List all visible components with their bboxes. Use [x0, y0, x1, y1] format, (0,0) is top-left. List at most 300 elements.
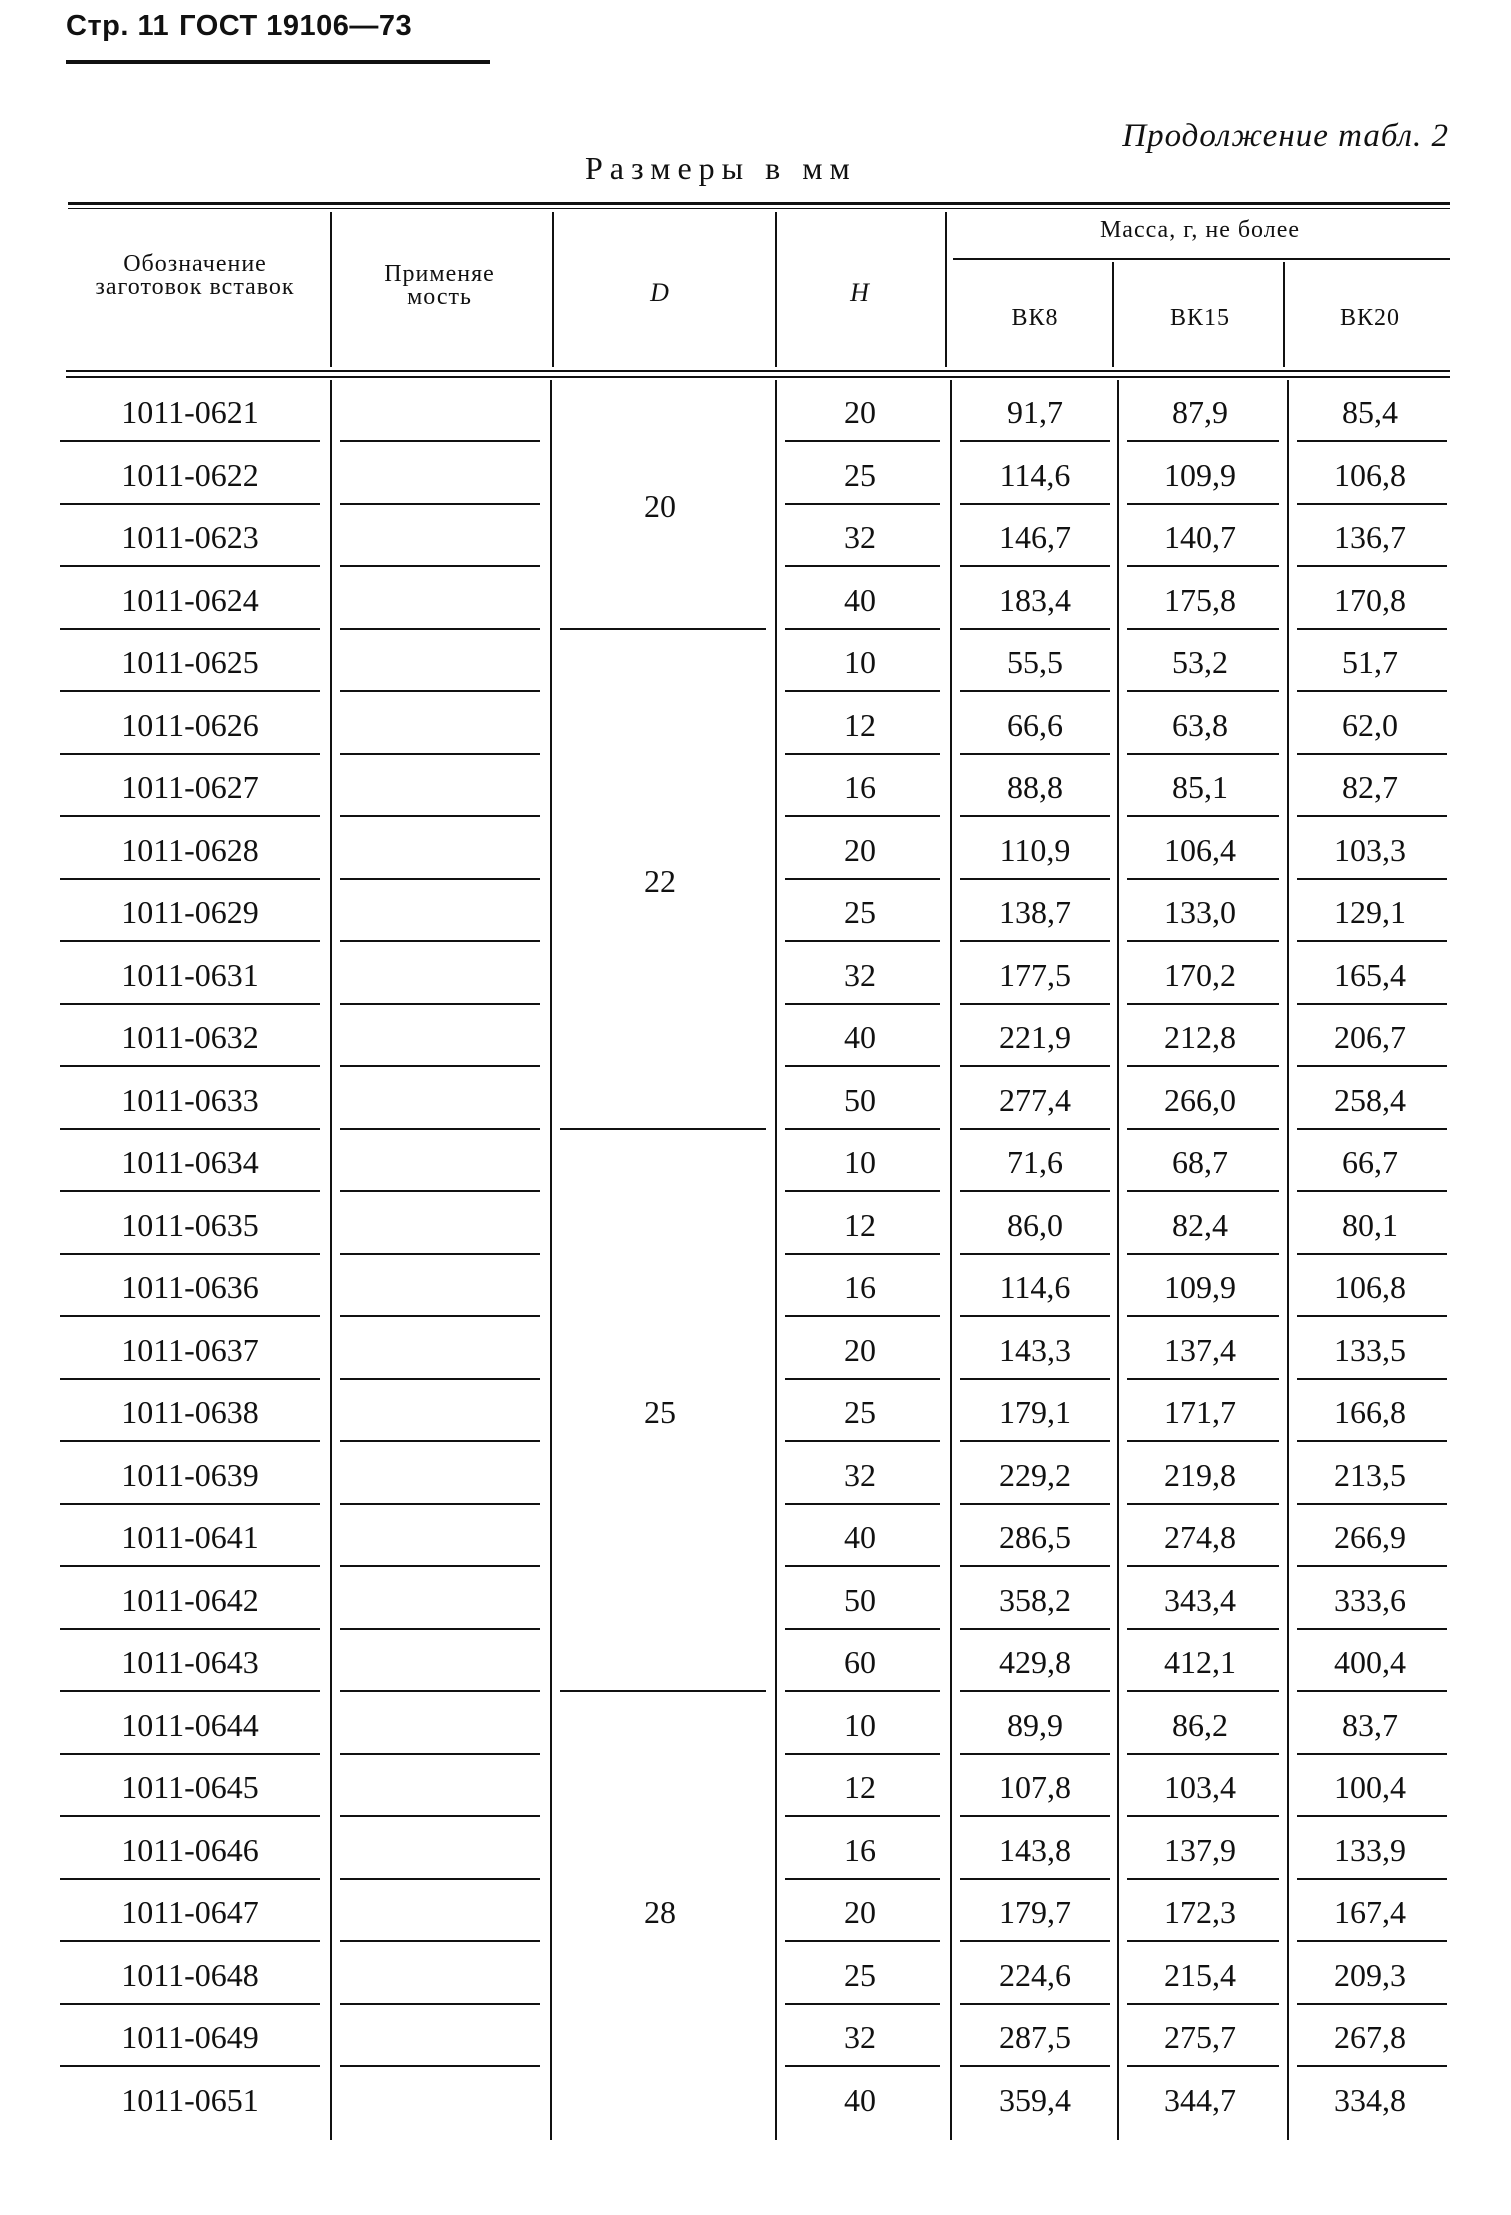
header-h: H	[850, 278, 870, 307]
row-rule	[1127, 1253, 1279, 1255]
mass-bk8-cell: 88,8	[1007, 769, 1063, 805]
designation-cell: 1011-0641	[121, 1519, 259, 1555]
designation-cell: 1011-0637	[121, 1331, 259, 1368]
mass-bk20-cell: 206,7	[1334, 1019, 1406, 1055]
designation-cell: 1011-0631	[121, 956, 259, 993]
mass-bk15-cell: 68,7	[1172, 1144, 1228, 1180]
row-rule	[960, 940, 1110, 942]
mass-bk20-cell: 400,4	[1334, 1644, 1406, 1680]
h-cell: 25	[844, 1956, 876, 1993]
mass-bk8-cell: 86,0	[1007, 1206, 1063, 1243]
row-rule	[1297, 1378, 1447, 1380]
row-rule	[60, 565, 320, 567]
row-rule	[785, 1378, 940, 1380]
row-rule	[1297, 565, 1447, 567]
mass-bk20-cell: 85,4	[1342, 394, 1398, 430]
row-rule	[1127, 2065, 1279, 2067]
designation-cell: 1011-0644	[121, 1706, 259, 1743]
row-rule	[785, 1503, 940, 1505]
h-cell: 40	[844, 2081, 876, 2118]
row-rule	[1297, 1565, 1447, 1567]
header-bottom-rule	[66, 370, 1450, 372]
row-rule	[960, 1878, 1110, 1880]
designation-cell: 1011-0634	[121, 1144, 259, 1180]
mass-bk15-cell: 137,9	[1164, 1831, 1236, 1868]
row-rule	[1127, 753, 1279, 755]
row-rule	[60, 1190, 320, 1192]
mass-bk8-cell: 358,2	[999, 1581, 1071, 1618]
mass-bk8-cell: 286,5	[999, 1519, 1071, 1555]
page-header	[66, 10, 412, 43]
mass-bk15-cell: 133,0	[1164, 894, 1236, 930]
row-rule	[340, 1065, 540, 1067]
mass-bk20-cell: 106,8	[1334, 456, 1406, 493]
h-cell: 32	[844, 519, 876, 555]
row-rule	[340, 815, 540, 817]
d-group-rule	[560, 1690, 766, 1692]
row-rule	[960, 1315, 1110, 1317]
row-rule	[785, 2003, 940, 2005]
mass-bk15-cell: 82,4	[1172, 1206, 1228, 1243]
h-cell: 32	[844, 956, 876, 993]
mass-bk20-cell: 333,6	[1334, 1581, 1406, 1618]
mass-group-rule	[953, 258, 1450, 260]
row-rule	[1127, 1378, 1279, 1380]
h-cell: 25	[844, 456, 876, 493]
h-cell: 10	[844, 1706, 876, 1743]
mass-bk15-cell: 344,7	[1164, 2081, 1236, 2118]
row-rule	[1127, 1003, 1279, 1005]
row-rule	[60, 1503, 320, 1505]
h-cell: 10	[844, 644, 876, 680]
h-cell: 12	[844, 1206, 876, 1243]
d-value: 25	[644, 1394, 676, 1430]
row-rule	[960, 440, 1110, 442]
row-rule	[60, 2003, 320, 2005]
row-rule	[960, 1753, 1110, 1755]
h-cell: 20	[844, 394, 876, 430]
mass-bk20-cell: 133,9	[1334, 1831, 1406, 1868]
row-rule	[785, 940, 940, 942]
row-rule	[960, 1690, 1110, 1692]
mass-bk8-cell: 287,5	[999, 2019, 1071, 2055]
row-rule	[1297, 753, 1447, 755]
row-rule	[340, 690, 540, 692]
mass-bk20-cell: 266,9	[1334, 1519, 1406, 1555]
row-rule	[60, 1253, 320, 1255]
mass-bk15-cell: 109,9	[1164, 1269, 1236, 1305]
mass-bk15-cell: 137,4	[1164, 1331, 1236, 1368]
mass-bk20-cell: 170,8	[1334, 581, 1406, 618]
designation-cell: 1011-0628	[121, 831, 259, 868]
mass-bk8-cell: 66,6	[1007, 706, 1063, 743]
mass-bk8-cell: 146,7	[999, 519, 1071, 555]
row-rule	[785, 1440, 940, 1442]
row-rule	[60, 1315, 320, 1317]
mass-bk8-cell: 114,6	[999, 1269, 1071, 1305]
h-cell: 12	[844, 1769, 876, 1805]
mass-bk20-cell: 80,1	[1342, 1206, 1398, 1243]
body-col-divider	[950, 380, 952, 2140]
row-rule	[1297, 1690, 1447, 1692]
mass-bk15-cell: 215,4	[1164, 1956, 1236, 1993]
designation-cell: 1011-0632	[121, 1019, 259, 1055]
header-col-divider	[1283, 262, 1285, 367]
row-rule	[960, 628, 1110, 630]
row-rule	[1127, 690, 1279, 692]
h-cell: 40	[844, 1519, 876, 1555]
h-cell: 25	[844, 1394, 876, 1430]
header-bk20: ВК20	[1339, 305, 1400, 331]
mass-bk8-cell: 91,7	[1007, 394, 1063, 430]
row-rule	[340, 940, 540, 942]
mass-bk15-cell: 103,4	[1164, 1769, 1236, 1805]
row-rule	[1297, 878, 1447, 880]
row-rule	[1297, 1815, 1447, 1817]
mass-bk20-cell: 133,5	[1334, 1331, 1406, 1368]
row-rule	[1127, 628, 1279, 630]
row-rule	[60, 440, 320, 442]
row-rule	[340, 2003, 540, 2005]
row-rule	[785, 753, 940, 755]
h-cell: 50	[844, 1581, 876, 1618]
mass-bk20-cell: 106,8	[1334, 1269, 1406, 1305]
row-rule	[960, 1128, 1110, 1130]
row-rule	[960, 878, 1110, 880]
d-group-rule	[560, 628, 766, 630]
h-cell: 32	[844, 2019, 876, 2055]
row-rule	[1297, 503, 1447, 505]
mass-bk8-cell: 221,9	[999, 1019, 1071, 1055]
row-rule	[1127, 815, 1279, 817]
row-rule	[960, 1815, 1110, 1817]
row-rule	[60, 503, 320, 505]
designation-cell: 1011-0625	[121, 644, 259, 680]
mass-bk20-cell: 165,4	[1334, 956, 1406, 993]
mass-bk8-cell: 107,8	[999, 1769, 1071, 1805]
mass-bk15-cell: 274,8	[1164, 1519, 1236, 1555]
row-rule	[1127, 1815, 1279, 1817]
table-top-rule	[68, 208, 1450, 209]
row-rule	[960, 1190, 1110, 1192]
designation-cell: 1011-0622	[121, 456, 259, 493]
row-rule	[785, 1003, 940, 1005]
mass-bk20-cell: 166,8	[1334, 1394, 1406, 1430]
row-rule	[1297, 815, 1447, 817]
row-rule	[1297, 1253, 1447, 1255]
mass-bk20-cell: 267,8	[1334, 2019, 1406, 2055]
header-col-divider	[330, 212, 332, 367]
row-rule	[60, 1753, 320, 1755]
row-rule	[340, 1753, 540, 1755]
row-rule	[1297, 1753, 1447, 1755]
row-rule	[60, 1690, 320, 1692]
row-rule	[1297, 440, 1447, 442]
mass-bk20-cell: 103,3	[1334, 831, 1406, 868]
row-rule	[340, 565, 540, 567]
mass-bk8-cell: 138,7	[999, 894, 1071, 930]
row-rule	[960, 565, 1110, 567]
h-cell: 32	[844, 1456, 876, 1493]
row-rule	[960, 753, 1110, 755]
page-number: Стр. 11	[66, 10, 170, 42]
mass-bk20-cell: 209,3	[1334, 1956, 1406, 1993]
row-rule	[1127, 940, 1279, 942]
mass-bk8-cell: 177,5	[999, 956, 1071, 993]
body-col-divider	[1117, 380, 1119, 2140]
designation-cell: 1011-0642	[121, 1581, 259, 1618]
row-rule	[785, 1940, 940, 1942]
designation-cell: 1011-0649	[121, 2019, 259, 2055]
mass-bk8-cell: 183,4	[999, 581, 1071, 618]
mass-bk20-cell: 83,7	[1342, 1706, 1398, 1743]
designation-cell: 1011-0633	[121, 1081, 259, 1118]
row-rule	[1297, 1128, 1447, 1130]
row-rule	[1127, 1065, 1279, 1067]
row-rule	[785, 1815, 940, 1817]
row-rule	[1127, 1690, 1279, 1692]
table-top-rule	[68, 202, 1450, 205]
row-rule	[1127, 1315, 1279, 1317]
mass-bk15-cell: 412,1	[1164, 1644, 1236, 1680]
row-rule	[785, 503, 940, 505]
row-rule	[340, 1690, 540, 1692]
units-caption: Размеры в мм	[585, 150, 857, 186]
row-rule	[1297, 1940, 1447, 1942]
body-col-divider	[330, 380, 332, 2140]
row-rule	[340, 1503, 540, 1505]
row-rule	[60, 940, 320, 942]
row-rule	[1127, 1190, 1279, 1192]
row-rule	[1127, 878, 1279, 880]
mass-bk15-cell: 212,8	[1164, 1019, 1236, 1055]
row-rule	[1297, 1503, 1447, 1505]
mass-bk20-cell: 334,8	[1334, 2081, 1406, 2118]
row-rule	[1127, 565, 1279, 567]
row-rule	[1297, 1065, 1447, 1067]
row-rule	[340, 2065, 540, 2067]
row-rule	[785, 1878, 940, 1880]
row-rule	[60, 1565, 320, 1567]
row-rule	[1297, 628, 1447, 630]
mass-bk15-cell: 140,7	[1164, 519, 1236, 555]
d-value: 22	[644, 863, 676, 899]
row-rule	[1127, 2003, 1279, 2005]
designation-cell: 1011-0635	[121, 1206, 259, 1243]
row-rule	[960, 1565, 1110, 1567]
row-rule	[60, 2065, 320, 2067]
header-col-divider	[945, 212, 947, 367]
mass-bk8-cell: 71,6	[1007, 1144, 1063, 1180]
designation-cell: 1011-0629	[121, 894, 259, 930]
row-rule	[1297, 2065, 1447, 2067]
mass-bk15-cell: 171,7	[1164, 1394, 1236, 1430]
designation-cell: 1011-0651	[121, 2081, 259, 2118]
mass-bk15-cell: 172,3	[1164, 1894, 1236, 1930]
row-rule	[60, 1815, 320, 1817]
mass-bk15-cell: 266,0	[1164, 1081, 1236, 1118]
row-rule	[340, 1315, 540, 1317]
header-applicability: Применяе мость	[384, 261, 495, 310]
row-rule	[960, 1440, 1110, 1442]
row-rule	[340, 878, 540, 880]
designation-cell: 1011-0621	[121, 394, 259, 430]
row-rule	[1297, 1878, 1447, 1880]
row-rule	[340, 440, 540, 442]
row-rule	[60, 1878, 320, 1880]
row-rule	[1297, 690, 1447, 692]
designation-cell: 1011-0639	[121, 1456, 259, 1493]
row-rule	[1127, 440, 1279, 442]
row-rule	[1127, 1440, 1279, 1442]
mass-bk20-cell: 129,1	[1334, 894, 1406, 930]
row-rule	[60, 878, 320, 880]
mass-bk8-cell: 277,4	[999, 1081, 1071, 1118]
h-cell: 16	[844, 1831, 876, 1868]
standard-number: ГОСТ 19106—73	[179, 10, 413, 42]
mass-bk20-cell: 62,0	[1342, 706, 1398, 743]
designation-cell: 1011-0643	[121, 1644, 259, 1680]
row-rule	[785, 1128, 940, 1130]
row-rule	[960, 690, 1110, 692]
mass-bk8-cell: 55,5	[1007, 644, 1063, 680]
mass-bk15-cell: 219,8	[1164, 1456, 1236, 1493]
body-col-divider	[775, 380, 777, 2140]
row-rule	[60, 1128, 320, 1130]
row-rule	[960, 503, 1110, 505]
mass-bk8-cell: 89,9	[1007, 1706, 1063, 1743]
row-rule	[960, 1628, 1110, 1630]
row-rule	[785, 2065, 940, 2067]
mass-bk15-cell: 85,1	[1172, 769, 1228, 805]
body-col-divider	[550, 380, 552, 2140]
h-cell: 20	[844, 1331, 876, 1368]
row-rule	[60, 1440, 320, 1442]
header-designation: Обозначение заготовок вставок	[95, 251, 295, 300]
designation-cell: 1011-0647	[121, 1894, 259, 1930]
row-rule	[60, 815, 320, 817]
mass-bk8-cell: 429,8	[999, 1644, 1071, 1680]
row-rule	[340, 1815, 540, 1817]
d-value: 28	[644, 1894, 676, 1930]
table-continuation-label: Продолжение табл. 2	[1122, 118, 1449, 154]
header-col-divider	[1112, 262, 1114, 367]
row-rule	[340, 1565, 540, 1567]
row-rule	[960, 2003, 1110, 2005]
mass-bk20-cell: 51,7	[1342, 644, 1398, 680]
row-rule	[1127, 1565, 1279, 1567]
mass-bk8-cell: 143,3	[999, 1331, 1071, 1368]
row-rule	[340, 1878, 540, 1880]
h-cell: 40	[844, 581, 876, 618]
mass-bk15-cell: 109,9	[1164, 456, 1236, 493]
row-rule	[785, 1753, 940, 1755]
d-value: 20	[644, 488, 676, 524]
row-rule	[1297, 2003, 1447, 2005]
row-rule	[785, 1253, 940, 1255]
h-cell: 16	[844, 1269, 876, 1305]
row-rule	[1297, 1628, 1447, 1630]
mass-bk20-cell: 213,5	[1334, 1456, 1406, 1493]
mass-bk15-cell: 63,8	[1172, 706, 1228, 743]
mass-bk8-cell: 229,2	[999, 1456, 1071, 1493]
mass-bk8-cell: 179,1	[999, 1394, 1071, 1430]
row-rule	[1297, 1315, 1447, 1317]
row-rule	[785, 815, 940, 817]
mass-bk20-cell: 82,7	[1342, 769, 1398, 805]
mass-bk15-cell: 53,2	[1172, 644, 1228, 680]
row-rule	[785, 1315, 940, 1317]
h-cell: 20	[844, 1894, 876, 1930]
row-rule	[1127, 1878, 1279, 1880]
row-rule	[1127, 1503, 1279, 1505]
mass-bk8-cell: 114,6	[999, 456, 1071, 493]
designation-cell: 1011-0623	[121, 519, 259, 555]
mass-bk8-cell: 224,6	[999, 1956, 1071, 1993]
mass-bk20-cell: 167,4	[1334, 1894, 1406, 1930]
row-rule	[960, 1940, 1110, 1942]
body-col-divider	[1287, 380, 1289, 2140]
row-rule	[1297, 1190, 1447, 1192]
header-bk8: ВК8	[1011, 305, 1059, 331]
designation-cell: 1011-0648	[121, 1956, 259, 1993]
row-rule	[340, 753, 540, 755]
row-rule	[1127, 1628, 1279, 1630]
designation-cell: 1011-0645	[121, 1769, 259, 1805]
row-rule	[340, 628, 540, 630]
mass-bk15-cell: 106,4	[1164, 831, 1236, 868]
row-rule	[960, 1378, 1110, 1380]
mass-bk8-cell: 110,9	[999, 831, 1071, 868]
row-rule	[785, 1065, 940, 1067]
row-rule	[1297, 940, 1447, 942]
row-rule	[340, 1940, 540, 1942]
row-rule	[340, 1003, 540, 1005]
row-rule	[960, 1003, 1110, 1005]
header-col-divider	[552, 212, 554, 367]
row-rule	[785, 1628, 940, 1630]
mass-bk8-cell: 359,4	[999, 2081, 1071, 2118]
mass-bk15-cell: 86,2	[1172, 1706, 1228, 1743]
row-rule	[785, 1690, 940, 1692]
row-rule	[340, 1628, 540, 1630]
header-bottom-rule	[66, 376, 1450, 378]
row-rule	[340, 1378, 540, 1380]
row-rule	[785, 440, 940, 442]
h-cell: 10	[844, 1144, 876, 1180]
row-rule	[1127, 1128, 1279, 1130]
mass-bk8-cell: 179,7	[999, 1894, 1071, 1930]
row-rule	[340, 503, 540, 505]
designation-cell: 1011-0636	[121, 1269, 259, 1305]
designation-cell: 1011-0624	[121, 581, 259, 618]
mass-bk8-cell: 143,8	[999, 1831, 1071, 1868]
mass-bk15-cell: 275,7	[1164, 2019, 1236, 2055]
mass-bk20-cell: 66,7	[1342, 1144, 1398, 1180]
row-rule	[340, 1190, 540, 1192]
row-rule	[785, 1565, 940, 1567]
row-rule	[1127, 1940, 1279, 1942]
designation-cell: 1011-0646	[121, 1831, 259, 1868]
h-cell: 20	[844, 831, 876, 868]
mass-bk15-cell: 343,4	[1164, 1581, 1236, 1618]
row-rule	[60, 1940, 320, 1942]
h-cell: 60	[844, 1644, 876, 1680]
designation-cell: 1011-0638	[121, 1394, 259, 1430]
h-cell: 25	[844, 894, 876, 930]
header-d: D	[650, 278, 670, 307]
row-rule	[785, 628, 940, 630]
